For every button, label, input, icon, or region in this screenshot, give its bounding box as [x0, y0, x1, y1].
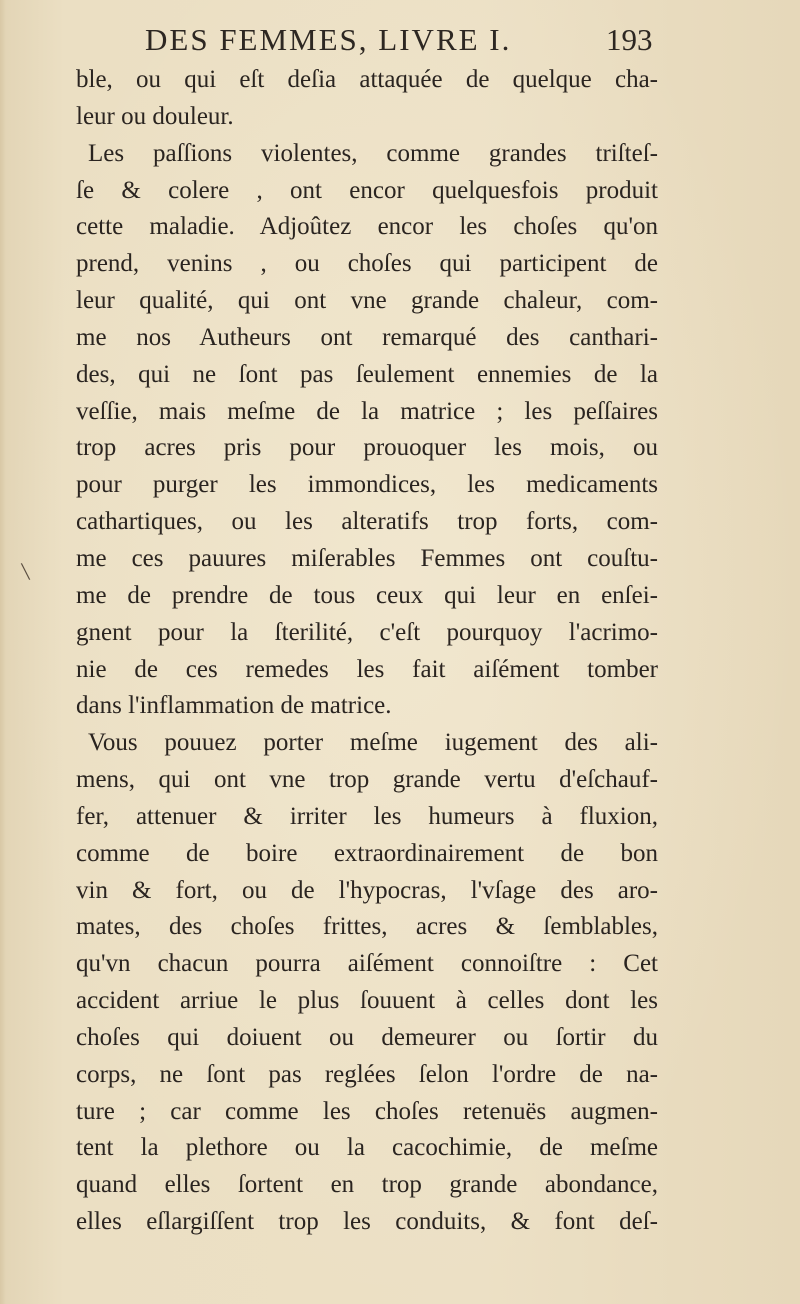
- body-text: [76, 62, 658, 1241]
- page-number: 193: [606, 22, 653, 57]
- text-line: des, qui ne ſont pas ſeulement ennemies de la: [76, 360, 658, 388]
- text-line: ſe & colere , ont encor quelquesfois produit: [76, 176, 658, 204]
- text-line: leur ou douleur.: [76, 102, 234, 130]
- text-line: me nos Autheurs ont remarqué des canthari-: [76, 323, 658, 351]
- text-line: cathartiques, ou les alteratifs trop forts, com-: [76, 508, 658, 536]
- text-line: nie de ces remedes les fait aiſément tomber: [76, 655, 658, 683]
- text-line: elles eſlargiſſent trop les conduits, & font deſ-: [76, 1208, 658, 1236]
- text-line: me de prendre de tous ceux qui leur en enſei-: [76, 581, 658, 609]
- text-line: mates, des choſes frittes, acres & ſemblables,: [76, 913, 658, 941]
- text-line: leur qualité, qui ont vne grande chaleur, com-: [76, 287, 658, 315]
- text-line: gnent pour la ſterilité, c'eſt pourquoy l'acrimo-: [76, 618, 658, 646]
- text-line: me ces pauures miſerables Femmes ont couſtu-: [76, 544, 658, 572]
- text-line: trop acres pris pour prouoquer les mois, ou: [76, 434, 658, 462]
- text-line: quand elles ſortent en trop grande abondance,: [76, 1171, 658, 1199]
- text-line: ble, ou qui eſt deſia attaquée de quelque cha-: [76, 66, 658, 93]
- text-line: mens, qui ont vne trop grande vertu d'eſchauf-: [76, 766, 658, 794]
- text-line: accident arriue le plus ſouuent à celles dont les: [76, 987, 658, 1015]
- text-line: comme de boire extraordinairement de bon: [76, 839, 658, 867]
- text-line: vin & fort, ou de l'hypocras, l'vſage des aro-: [76, 876, 658, 904]
- text-line: pour purger les immondices, les medicaments: [76, 471, 658, 499]
- text-line: dans l'inflammation de matrice.: [76, 692, 392, 720]
- text-line: cette maladie. Adjoûtez encor les choſes qu'on: [76, 213, 658, 241]
- text-line: fer, attenuer & irriter les humeurs à fluxion,: [76, 802, 658, 830]
- paragraph-first-line: Les paſſions violentes, comme grandes triſteſ-: [88, 139, 658, 167]
- paragraph-first-line: Vous pouuez porter meſme iugement des ali-: [88, 729, 658, 757]
- page-edge-shadow: [0, 0, 6, 1304]
- text-line: tent la plethore ou la cacochimie, de meſme: [76, 1134, 658, 1162]
- running-head: DES FEMMES, LIVRE I.: [145, 22, 512, 57]
- text-line: veſſie, mais meſme de la matrice ; les peſſaires: [76, 397, 658, 425]
- text-line: choſes qui doiuent ou demeurer ou ſortir du: [76, 1023, 658, 1051]
- text-line: qu'vn chacun pourra aiſément connoiſtre : Cet: [76, 950, 658, 978]
- text-line: corps, ne ſont pas reglées ſelon l'ordre de na-: [76, 1060, 658, 1088]
- text-line: prend, venins , ou choſes qui participent de: [76, 250, 658, 278]
- margin-mark: \: [19, 556, 32, 587]
- text-line: ture ; car comme les choſes retenuës augmen-: [76, 1097, 658, 1125]
